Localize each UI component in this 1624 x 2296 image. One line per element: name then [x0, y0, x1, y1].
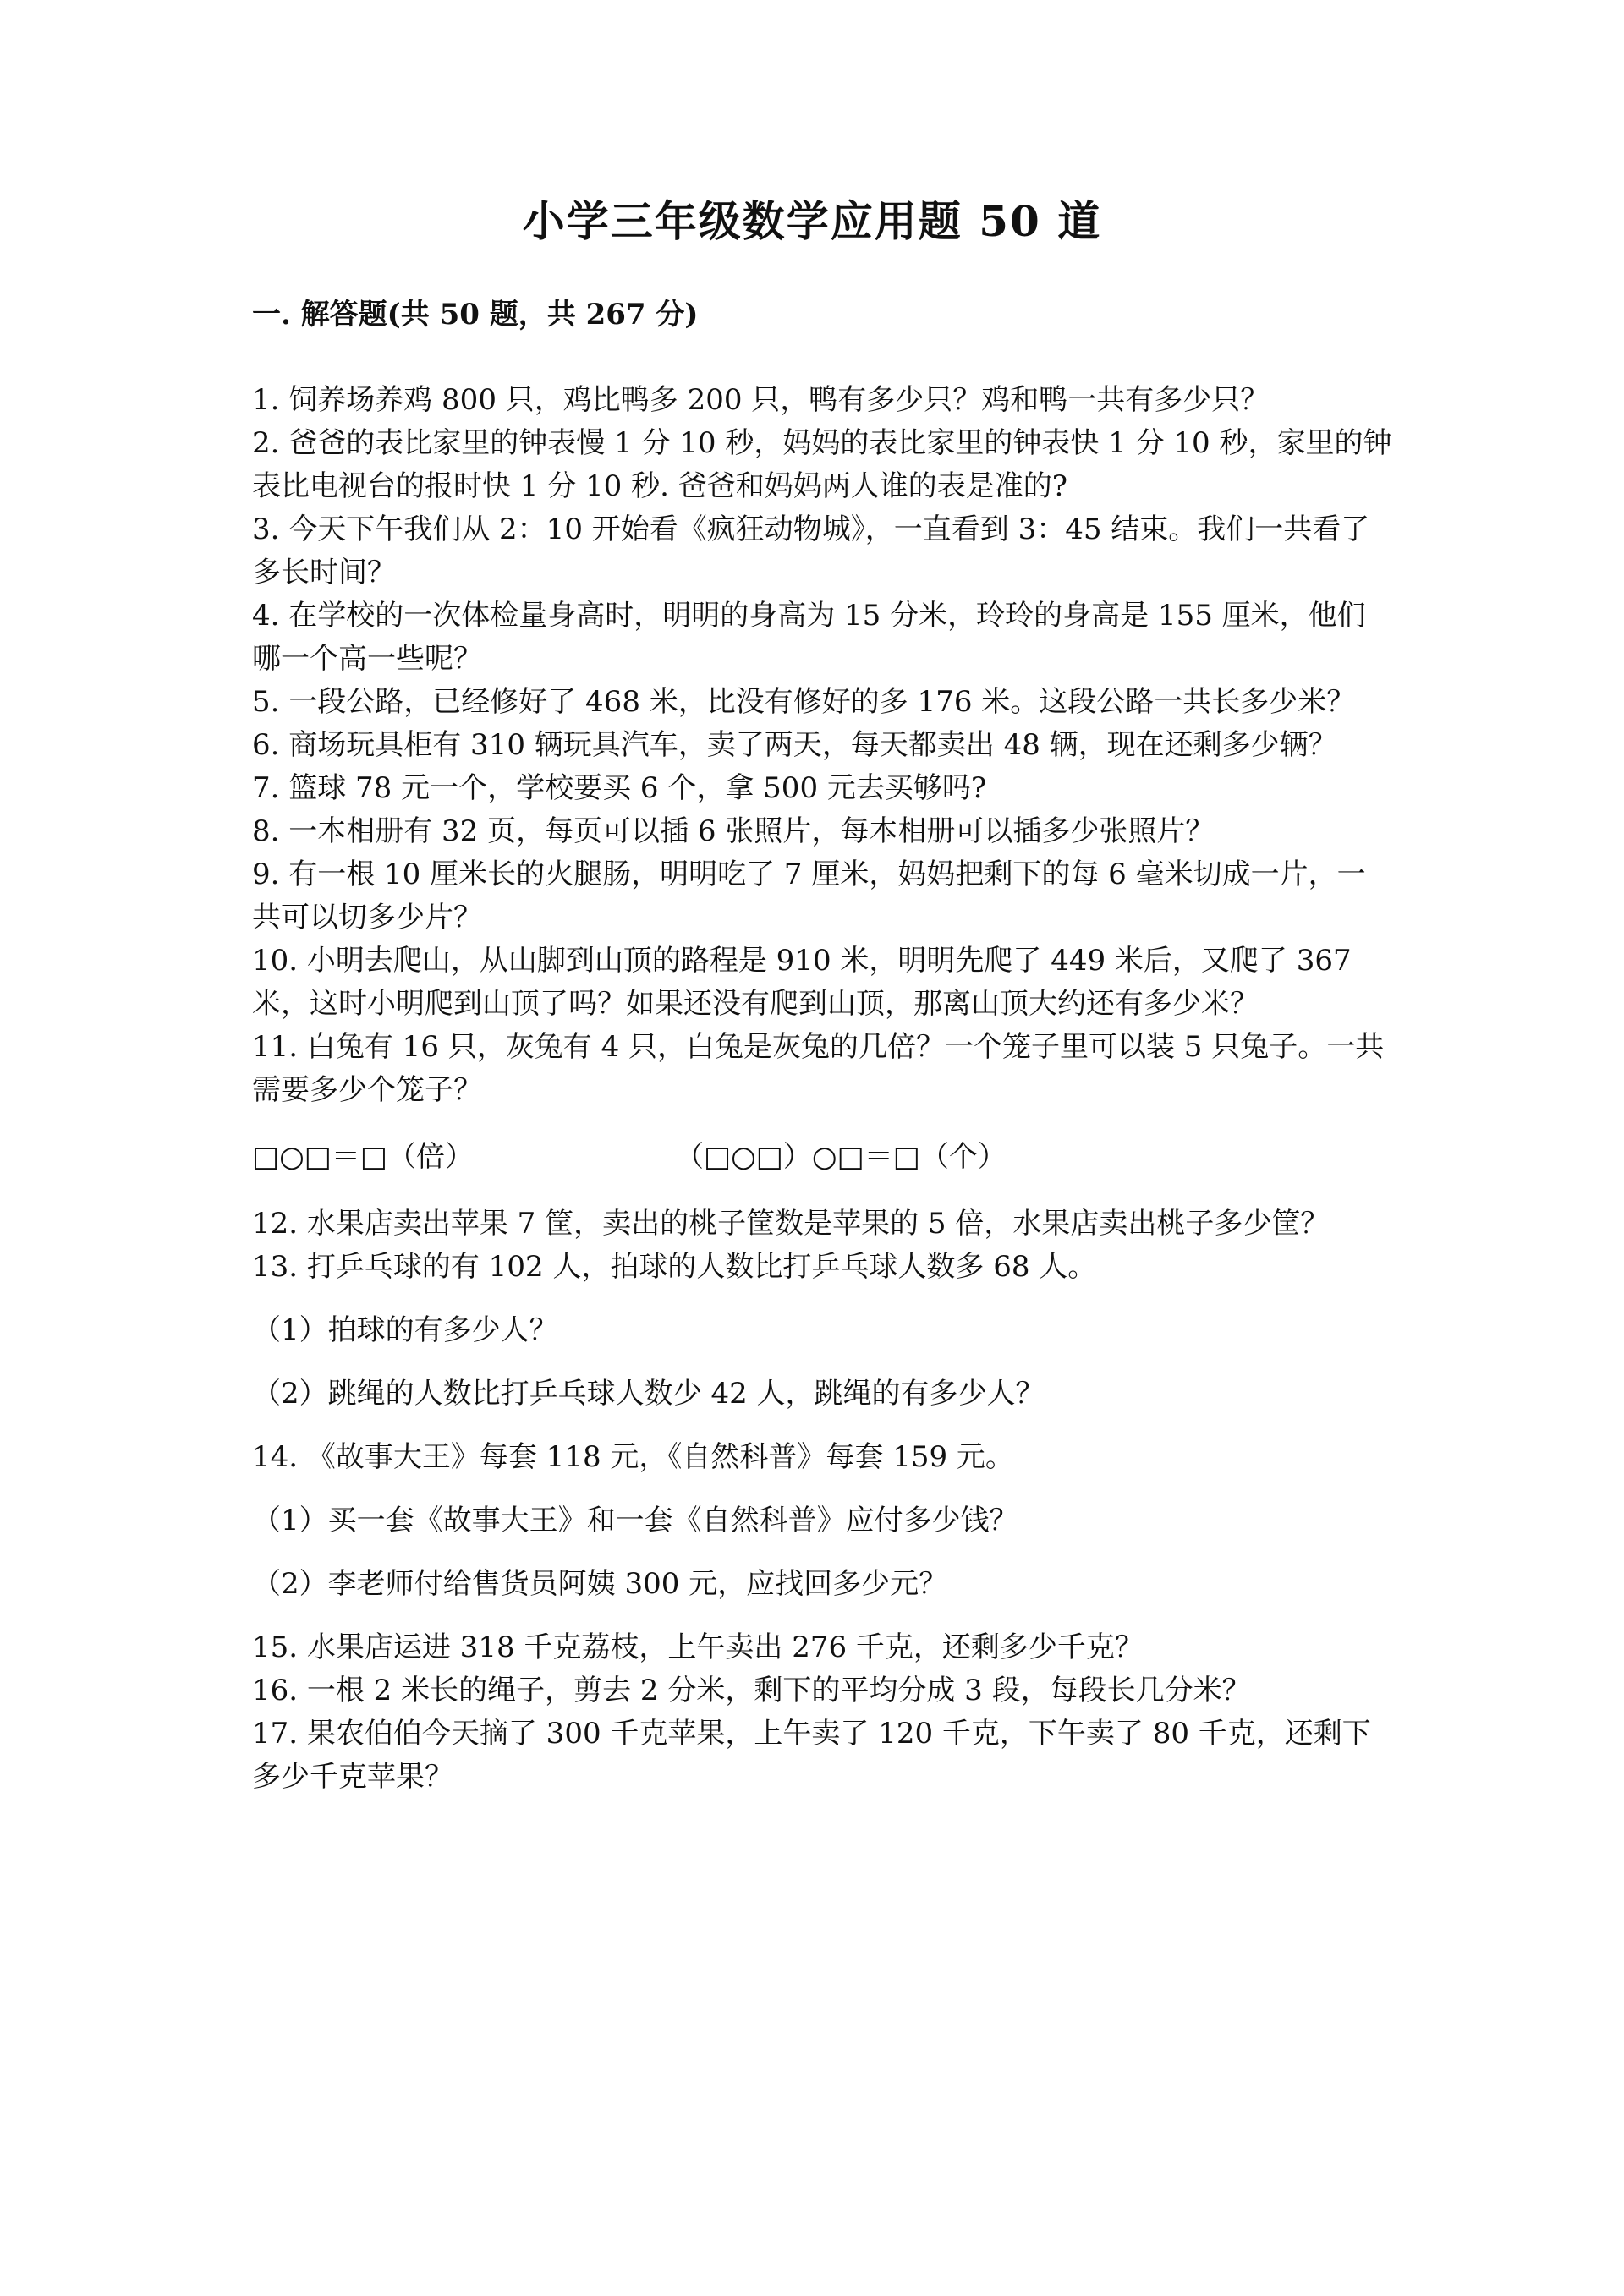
question-1: 1. 饲养场养鸡 800 只，鸡比鸭多 200 只，鸭有多少只？鸡和鸭一共有多少只？ [252, 383, 1270, 417]
q14-subquestion-1: （1）买一套《故事大王》和一套《自然科普》应付多少钱？ [252, 1504, 1018, 1537]
q11-equation-row [252, 1136, 1394, 1179]
question-13: 13. 打乒乓球的有 102 人，拍球的人数比打乒乓球人数多 68 人。 [252, 1250, 1097, 1284]
question-10: 10. 小明去爬山，从山脚到山顶的路程是 910 米，明明先爬了 449 米后，又爬了 367 米，这时小明爬到山顶了吗？如果还没有爬到山顶，那离山顶大约还有多少米？ [252, 944, 1352, 1021]
question-14: 14. 《故事大王》每套 118 元，《自然科普》每套 159 元。 [252, 1440, 1014, 1474]
q11-equation-left: □○□＝□（倍） [252, 1140, 475, 1174]
q13-subquestion-1: （1）拍球的有多少人？ [252, 1313, 558, 1347]
question-9: 9. 有一根 10 厘米长的火腿肠，明明吃了 7 厘米，妈妈把剩下的每 6 毫米切成一片，一共可以切多少片？ [252, 858, 1366, 934]
q14-subquestion-2: （2）李老师付给售货员阿姨 300 元，应找回多少元？ [252, 1567, 948, 1601]
question-11: 11. 白兔有 16 只，灰兔有 4 只，白兔是灰兔的几倍？一个笼子里可以装 5 只兔子。一共需要多少个笼子？ [252, 1030, 1385, 1107]
question-list [252, 379, 1394, 1799]
q11-equation-right: （□○□）○□＝□（个） [675, 1140, 1007, 1174]
question-16: 16. 一根 2 米长的绳子，剪去 2 分米，剩下的平均分成 3 段，每段长几分米？ [252, 1674, 1251, 1707]
question-3: 3. 今天下午我们从 2：10 开始看《疯狂动物城》，一直看到 3：45 结束。我们一共看了多长时间？ [252, 512, 1370, 589]
question-12: 12. 水果店卖出苹果 7 筐，卖出的桃子筐数是苹果的 5 倍，水果店卖出桃子多少筐？ [252, 1207, 1330, 1241]
question-5: 5. 一段公路，已经修好了 468 米，比没有修好的多 176 米。这段公路一共长多少米？ [252, 685, 1356, 719]
question-8: 8. 一本相册有 32 页，每页可以插 6 张照片，每本相册可以插多少张照片？ [252, 814, 1215, 848]
question-15: 15. 水果店运进 318 千克荔枝，上午卖出 276 千克，还剩多少千克？ [252, 1630, 1144, 1664]
question-7: 7. 篮球 78 元一个，学校要买 6 个，拿 500 元去买够吗? [252, 771, 987, 805]
section-heading: 一. 解答题(共 50 题，共 267 分) [252, 298, 699, 332]
question-2: 2. 爸爸的表比家里的钟表慢 1 分 10 秒，妈妈的表比家里的钟表快 1 分 10 秒，家里的钟表比电视台的报时快 1 分 10 秒. 爸爸和妈妈两人谁的表是准的? [252, 426, 1392, 503]
question-4: 4. 在学校的一次体检量身高时，明明的身高为 15 分米，玲玲的身高是 155 厘米，他们哪一个高一些呢？ [252, 599, 1366, 676]
q13-subquestion-2: （2）跳绳的人数比打乒乓球人数少 42 人，跳绳的有多少人？ [252, 1377, 1045, 1411]
question-6: 6. 商场玩具柜有 310 辆玩具汽车，卖了两天，每天都卖出 48 辆，现在还剩多少辆？ [252, 728, 1337, 762]
question-17: 17. 果农伯伯今天摘了 300 千克苹果，上午卖了 120 千克，下午卖了 80 千克，还剩下多少千克苹果？ [252, 1717, 1371, 1794]
page-title: 小学三年级数学应用题 50 道 [522, 196, 1102, 246]
